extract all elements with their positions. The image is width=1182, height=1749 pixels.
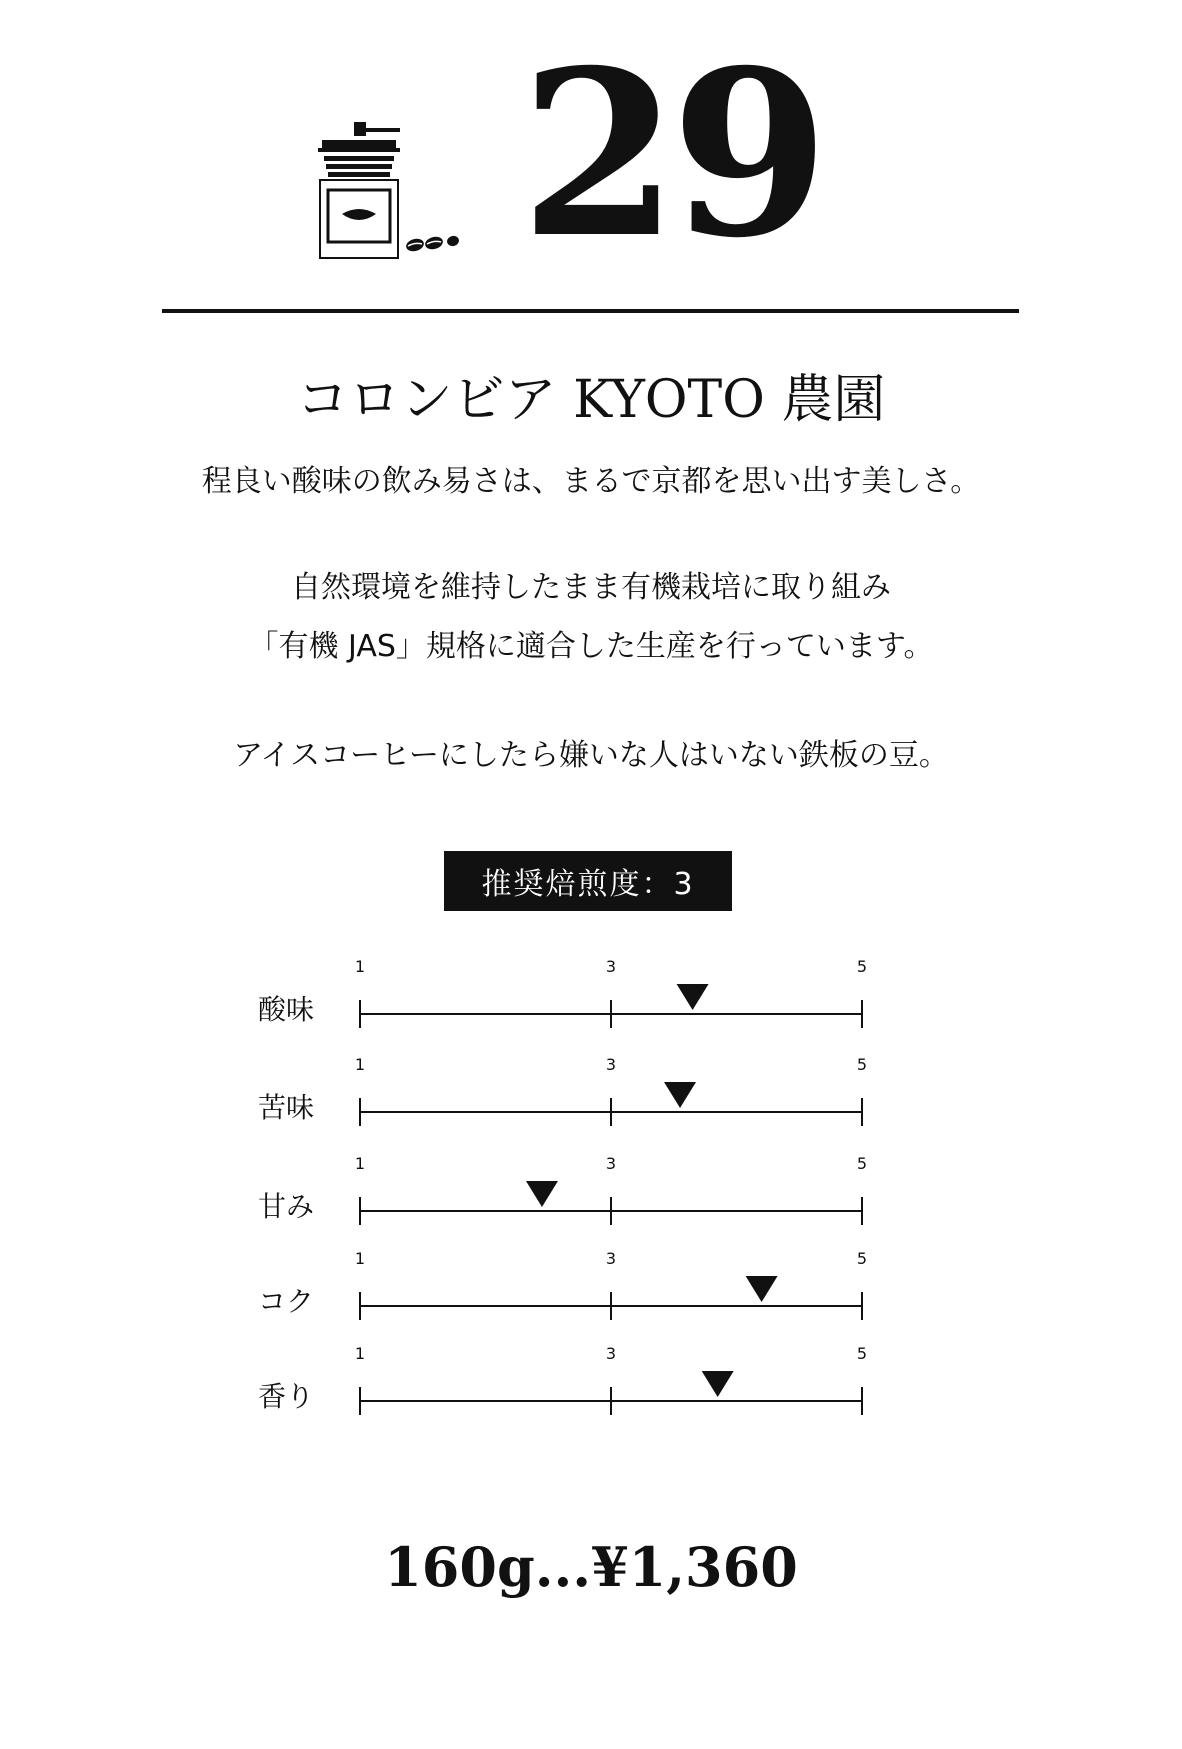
scale-tick-label: 5 xyxy=(856,1344,868,1363)
scale-tick-label: 3 xyxy=(605,1154,617,1173)
scale-tick-label: 1 xyxy=(354,1249,366,1268)
scale-tick-label: 1 xyxy=(354,1055,366,1074)
scale-tick-label: 3 xyxy=(605,1249,617,1268)
scale-tick-label: 5 xyxy=(856,957,868,976)
scale-marker xyxy=(664,1082,696,1108)
tagline: 程良い酸味の飲み易さは、まるで京都を思い出す美しさ。 xyxy=(201,464,981,499)
scale-tick-label: 5 xyxy=(856,1249,868,1268)
price: 160g...¥1,360 xyxy=(384,1535,798,1599)
product-number: 29 xyxy=(520,20,822,288)
scale-tick-label: 5 xyxy=(856,1055,868,1074)
roast-level-badge: 推奨焙煎度：3 xyxy=(444,851,732,911)
scale-tick-label: 3 xyxy=(605,1344,617,1363)
scale-marker xyxy=(526,1181,558,1207)
description-line-3: アイスコーヒーにしたら嫌いな人はいない鉄板の豆。 xyxy=(233,738,949,773)
scale-label: 香り xyxy=(258,1380,315,1413)
scale-tick-label: 3 xyxy=(605,957,617,976)
scale-label: 苦味 xyxy=(258,1091,315,1124)
scale-tick-label: 1 xyxy=(354,957,366,976)
description-line-2: 「有機 JAS」規格に適合した生産を行っています。 xyxy=(248,629,934,664)
scale-marker xyxy=(677,984,709,1010)
description-line-1: 自然環境を維持したまま有機栽培に取り組み xyxy=(291,570,891,605)
scale-label: コク xyxy=(258,1285,315,1318)
scale-label: 酸味 xyxy=(258,993,315,1026)
scale-tick-label: 5 xyxy=(856,1154,868,1173)
scale-marker xyxy=(746,1276,778,1302)
scale-marker xyxy=(702,1371,734,1397)
product-name: コロンビア KYOTO 農園 xyxy=(296,370,886,430)
scale-tick-label: 1 xyxy=(354,1344,366,1363)
scale-tick-label: 3 xyxy=(605,1055,617,1074)
scale-label: 甘み xyxy=(258,1190,315,1223)
scale-tick-label: 1 xyxy=(354,1154,366,1173)
